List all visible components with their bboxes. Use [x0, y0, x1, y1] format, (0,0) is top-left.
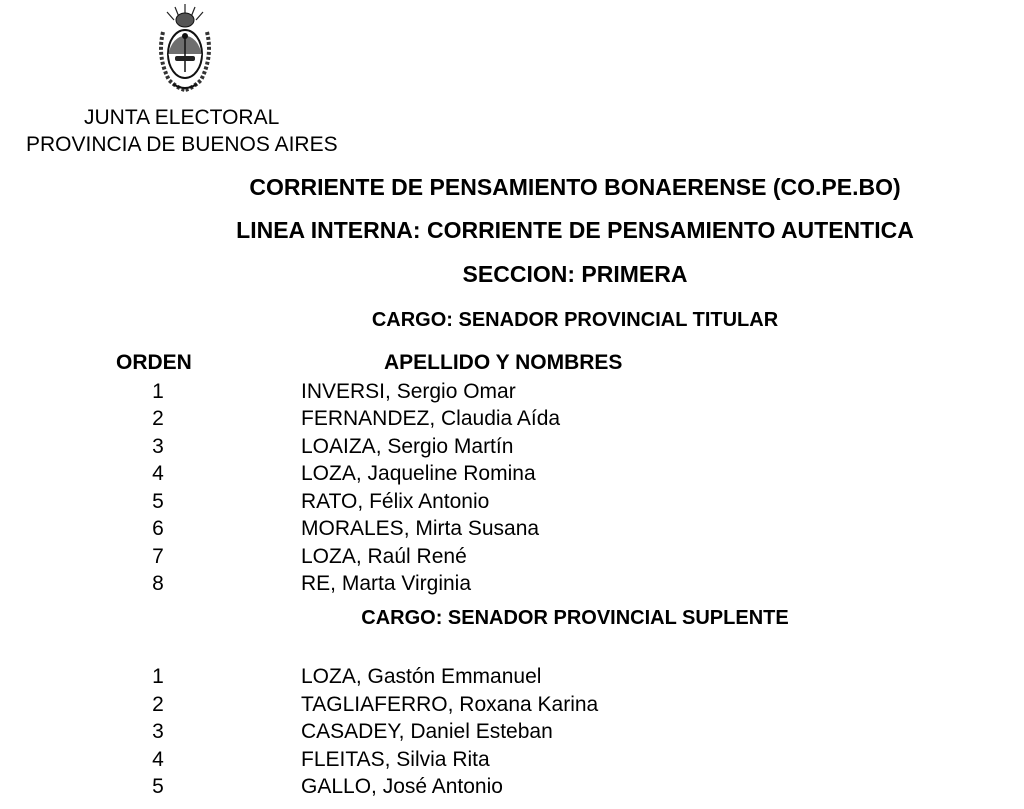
party-title: CORRIENTE DE PENSAMIENTO BONAERENSE (CO.PE.BO) — [249, 174, 901, 200]
row-order: 6 — [152, 517, 164, 540]
institution-name: JUNTA ELECTORAL — [84, 106, 280, 129]
row-name: GALLO, José Antonio — [301, 775, 503, 798]
row-name: RATO, Félix Antonio — [301, 490, 490, 513]
row-order: 8 — [152, 572, 164, 595]
row-name: FERNANDEZ, Claudia Aída — [301, 407, 561, 430]
row-order: 1 — [152, 665, 164, 688]
table-row — [0, 746, 1024, 773]
internal-line-title: LINEA INTERNA: CORRIENTE DE PENSAMIENTO AUTENTICA — [236, 217, 914, 243]
row-name: RE, Marta Virginia — [301, 572, 472, 595]
coat-of-arms-icon — [155, 2, 215, 94]
row-order: 2 — [152, 407, 164, 430]
row-name: LOZA, Jaqueline Romina — [301, 462, 536, 485]
row-order: 3 — [152, 435, 164, 458]
row-name: LOAIZA, Sergio Martín — [301, 435, 514, 458]
row-name: TAGLIAFERRO, Roxana Karina — [301, 693, 599, 716]
institution-province: PROVINCIA DE BUENOS AIRES — [26, 133, 338, 156]
row-order: 2 — [152, 693, 164, 716]
row-order: 5 — [152, 775, 164, 798]
row-order: 5 — [152, 490, 164, 513]
table-row — [0, 773, 1024, 800]
row-order: 3 — [152, 720, 164, 743]
table-row — [0, 691, 1024, 718]
cargo-titular-heading: CARGO: SENADOR PROVINCIAL TITULAR — [371, 309, 779, 331]
table-row — [0, 460, 1024, 487]
table-row — [0, 570, 1024, 597]
table-row — [0, 663, 1024, 690]
row-order: 7 — [152, 545, 164, 568]
row-name: FLEITAS, Silvia Rita — [301, 748, 490, 771]
row-order: 1 — [152, 380, 164, 403]
table-row — [0, 488, 1024, 515]
row-name: CASADEY, Daniel Esteban — [301, 720, 553, 743]
table-row — [0, 378, 1024, 405]
row-name: LOZA, Gastón Emmanuel — [301, 665, 542, 688]
column-header-name: APELLIDO Y NOMBRES — [384, 351, 623, 374]
table-row — [0, 543, 1024, 570]
table-row — [0, 515, 1024, 542]
section-title: SECCION: PRIMERA — [462, 261, 688, 287]
row-order: 4 — [152, 748, 164, 771]
column-header-order: ORDEN — [116, 351, 192, 374]
row-order: 4 — [152, 462, 164, 485]
table-row — [0, 405, 1024, 432]
table-row — [0, 718, 1024, 745]
row-name: MORALES, Mirta Susana — [301, 517, 540, 540]
row-name: INVERSI, Sergio Omar — [301, 380, 516, 403]
table-row — [0, 433, 1024, 460]
row-name: LOZA, Raúl René — [301, 545, 467, 568]
cargo-suplente-heading: CARGO: SENADOR PROVINCIAL SUPLENTE — [361, 607, 789, 629]
